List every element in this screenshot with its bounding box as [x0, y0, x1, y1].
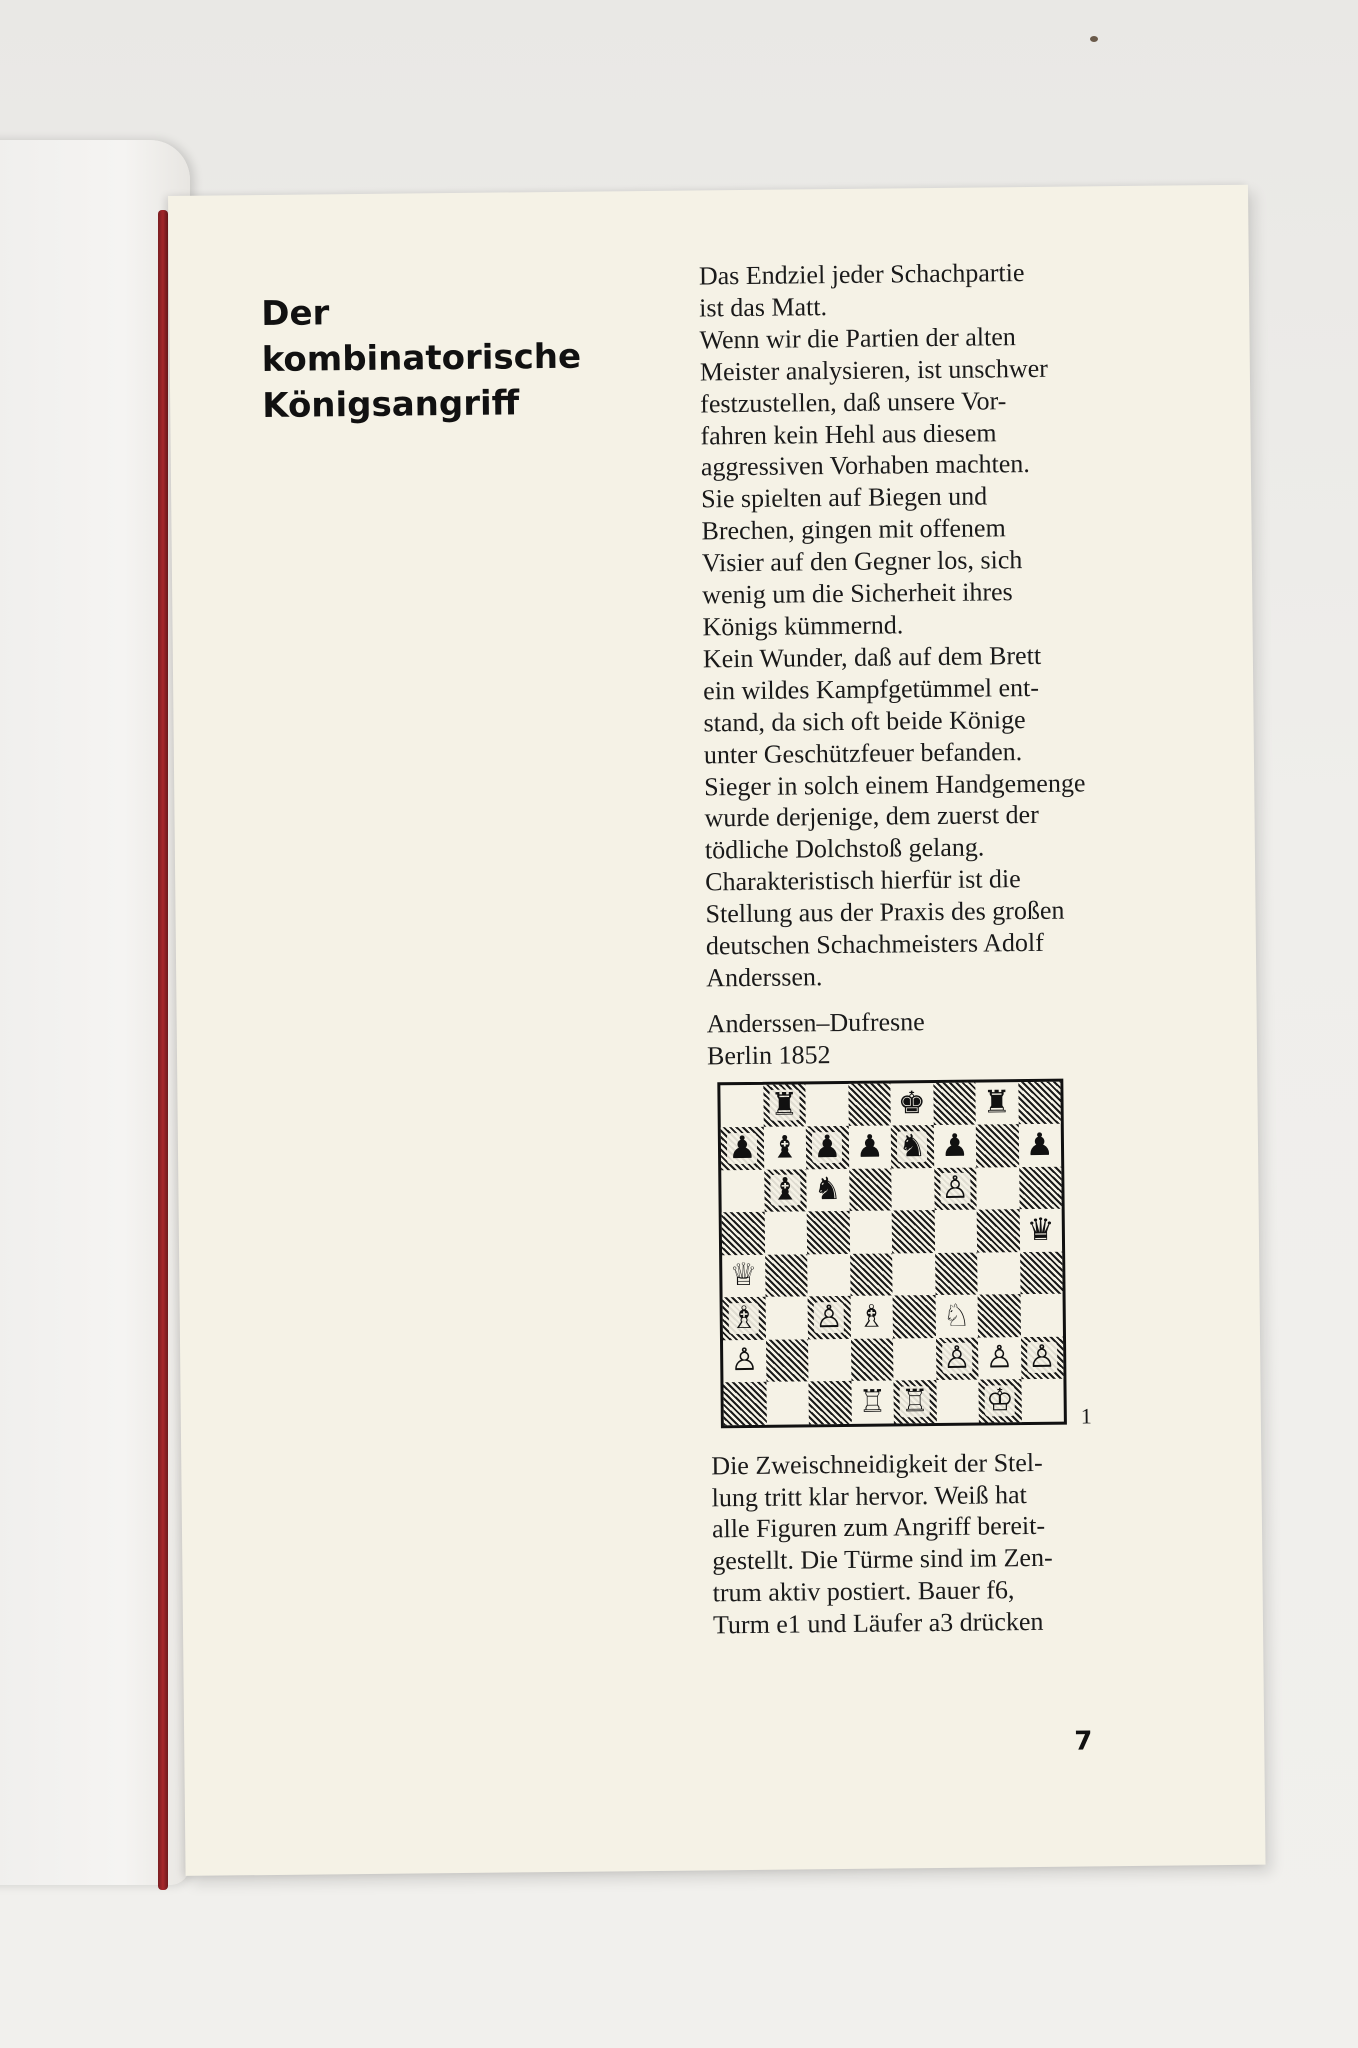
board-square: [893, 1380, 936, 1423]
board-square: [720, 1084, 763, 1127]
white-rook-icon: ♖: [900, 1383, 929, 1420]
board-square: [763, 1084, 806, 1127]
white-pawn-icon: ♙: [1027, 1339, 1057, 1376]
board-square: [935, 1295, 978, 1338]
board-square: [891, 1125, 934, 1168]
board-square: [766, 1339, 809, 1382]
white-bishop-icon: ♗: [729, 1299, 759, 1337]
intro-paragraph: [699, 256, 1177, 995]
white-knight-icon: ♘: [942, 1297, 971, 1334]
board-square: [808, 1381, 851, 1424]
board-square: [850, 1253, 893, 1296]
table-speck: [1090, 36, 1098, 42]
chess-diagram: [717, 1077, 1181, 1428]
black-pawn-icon: ♟: [728, 1129, 757, 1167]
heading-line: Der: [261, 293, 330, 335]
board-square: [892, 1210, 935, 1253]
board-square: [766, 1382, 809, 1425]
black-knight-icon: ♞: [813, 1171, 842, 1208]
board-square: [934, 1210, 977, 1253]
board-square: [935, 1252, 978, 1295]
board-square: [1019, 1209, 1062, 1252]
text-line: Sieger in solch einem Handgemenge: [704, 767, 1086, 801]
board-square: [805, 1084, 848, 1127]
chapter-heading: [261, 287, 642, 429]
board-square: [1021, 1379, 1064, 1422]
text-line: alle Figuren zum Angriff bereit-: [711, 1511, 1046, 1544]
text-line: Kein Wunder, daß auf dem Brett: [702, 640, 1042, 674]
board-square: [1020, 1294, 1063, 1337]
board-square: [721, 1169, 764, 1212]
text-line: Charakteristisch hierfür ist die: [705, 864, 1021, 897]
board-square: [977, 1209, 1020, 1252]
text-line: stand, da sich oft beide Könige: [703, 704, 1026, 738]
board-square: [1020, 1251, 1063, 1294]
text-line: Sie spielten auf Biegen und: [701, 481, 988, 514]
text-line: Brechen, gingen mit offenem: [701, 513, 1006, 546]
board-square: [976, 1167, 1019, 1210]
board-square: [850, 1296, 893, 1339]
board-square: [764, 1212, 807, 1255]
white-rook-icon: ♖: [858, 1383, 887, 1420]
white-pawn-icon: ♙: [942, 1340, 972, 1377]
board-square: [933, 1082, 976, 1125]
board-square: [978, 1294, 1021, 1337]
board-square: [848, 1126, 891, 1169]
board-square: [978, 1337, 1021, 1380]
text-line: Wenn wir die Partien der alten: [699, 321, 1016, 355]
board-square: [808, 1339, 851, 1382]
text-line: unter Geschützfeuer befanden.: [703, 736, 1023, 770]
text-line: wenig um die Sicherheit ihres: [702, 577, 1013, 610]
board-square: [893, 1295, 936, 1338]
white-pawn-icon: ♙: [730, 1342, 759, 1379]
white-king-icon: ♔: [985, 1382, 1014, 1419]
board-square: [1018, 1081, 1061, 1124]
board-square: [935, 1337, 978, 1380]
text-line: trum aktiv postiert. Bauer f6,: [712, 1575, 1015, 1608]
board-square: [765, 1254, 808, 1297]
diagram-number: 1: [1080, 1403, 1092, 1429]
board-square: [763, 1127, 806, 1170]
text-line: festzustellen, daß unsere Vor-: [700, 385, 1007, 419]
text-line: Stellung aus der Praxis des großen: [705, 895, 1065, 929]
board-square: [723, 1339, 766, 1382]
board-square: [1019, 1166, 1062, 1209]
black-pawn-icon: ♟: [1025, 1126, 1054, 1163]
text-line: ist das Matt.: [699, 292, 828, 323]
left-page-bleed-through: [10, 400, 170, 466]
board-square: [723, 1297, 766, 1340]
book-page: [168, 185, 1266, 1876]
board-square: [934, 1167, 977, 1210]
black-rook-icon: ♜: [982, 1084, 1011, 1121]
text-column: [699, 256, 1183, 1642]
game-place-year: Berlin 1852: [706, 1039, 831, 1071]
text-line: deutschen Schachmeisters Adolf: [705, 927, 1044, 961]
board-square: [764, 1169, 807, 1212]
board-square: [806, 1126, 849, 1169]
board-square: [936, 1380, 979, 1423]
text-line: Turm e1 und Läufer a3 drücken: [712, 1607, 1044, 1640]
heading-line: Königsangriff: [261, 383, 520, 427]
board-square: [1018, 1124, 1061, 1167]
black-bishop-icon: ♝: [770, 1129, 799, 1166]
black-queen-icon: ♛: [1026, 1211, 1055, 1248]
text-line: ein wildes Kampfgetümmel ent-: [703, 672, 1040, 706]
board-square: [851, 1381, 894, 1424]
text-line: Das Endziel jeder Schachpartie: [698, 258, 1025, 291]
black-pawn-icon: ♟: [855, 1128, 884, 1165]
board-square: [849, 1211, 892, 1254]
book-spine: [158, 210, 168, 1890]
board-square: [976, 1124, 1019, 1167]
white-pawn-icon: ♙: [985, 1339, 1014, 1376]
black-bishop-icon: ♝: [771, 1171, 800, 1209]
board-square: [975, 1082, 1018, 1125]
board-square: [978, 1379, 1021, 1422]
board-square: [807, 1211, 850, 1254]
black-knight-icon: ♞: [898, 1128, 927, 1165]
board-square: [892, 1253, 935, 1296]
board-square: [848, 1083, 891, 1126]
board-square: [721, 1127, 764, 1170]
board-square: [808, 1296, 851, 1339]
white-bishop-icon: ♗: [857, 1298, 886, 1335]
text-line: gestellt. Die Türme sind im Zen-: [712, 1543, 1053, 1576]
black-pawn-icon: ♟: [940, 1127, 969, 1164]
white-pawn-icon: ♙: [814, 1298, 844, 1336]
board-square: [890, 1083, 933, 1126]
chess-board: [717, 1078, 1067, 1428]
black-pawn-icon: ♟: [813, 1128, 842, 1166]
board-square: [933, 1125, 976, 1168]
text-line: wurde derjenige, dem zuerst der: [704, 800, 1039, 833]
text-line: aggressiven Vorhaben machten.: [700, 449, 1031, 482]
black-king-icon: ♚: [897, 1085, 926, 1122]
game-header: [707, 1003, 1178, 1072]
board-square: [891, 1168, 934, 1211]
board-square: [849, 1168, 892, 1211]
text-line: Visier auf den Gegner los, sich: [701, 545, 1023, 578]
board-square: [722, 1212, 765, 1255]
board-square: [722, 1254, 765, 1297]
board-square: [851, 1338, 894, 1381]
page-number: 7: [1074, 1726, 1093, 1757]
game-players: Anderssen–Dufresne: [706, 1006, 925, 1039]
heading-line: kombinatorische: [261, 336, 582, 381]
white-pawn-icon: ♙: [941, 1170, 970, 1207]
board-square: [723, 1382, 766, 1425]
board-square: [893, 1338, 936, 1381]
white-queen-icon: ♕: [729, 1257, 758, 1294]
board-square: [765, 1297, 808, 1340]
board-square: [807, 1254, 850, 1297]
text-line: Die Zweischneidigkeit der Stel-: [711, 1447, 1043, 1481]
text-line: tödliche Dolchstoß gelang.: [704, 832, 985, 865]
text-line: fahren kein Hehl aus diesem: [700, 417, 997, 450]
text-line: Anderssen.: [706, 962, 823, 993]
text-line: Königs kümmernd.: [702, 610, 904, 642]
text-line: Meister analysieren, ist unschwer: [699, 353, 1049, 387]
board-square: [977, 1252, 1020, 1295]
board-square: [1020, 1336, 1063, 1379]
text-line: lung tritt klar hervor. Weiß hat: [711, 1479, 1027, 1512]
black-rook-icon: ♜: [770, 1086, 799, 1124]
analysis-paragraph: [711, 1445, 1183, 1641]
board-square: [806, 1169, 849, 1212]
